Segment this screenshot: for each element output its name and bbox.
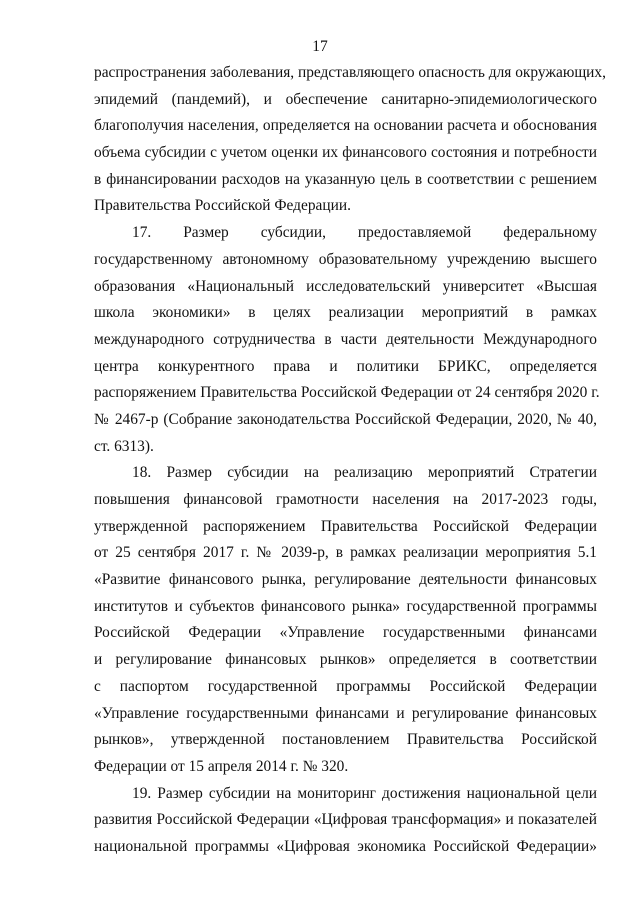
page-number: 17: [312, 38, 328, 55]
text-line: институтов и субъектов финансового рынка» государственной программы: [94, 597, 597, 615]
text-line: ст. 6313).: [94, 437, 154, 455]
text-line: образования «Национальный исследовательский университет «Высшая: [94, 277, 597, 295]
text-line: Федерации от 15 апреля 2014 г. № 320.: [94, 757, 349, 775]
text-line: эпидемий (пандемий), и обеспечение санитарно-эпидемиологического: [94, 90, 597, 108]
text-line: национальной программы «Цифровая экономика Российской Федерации»: [94, 837, 597, 855]
paragraph-17: [94, 220, 600, 460]
text-line: объема субсидии с учетом оценки их финансового состояния и потребности: [94, 144, 597, 162]
text-line: развития Российской Федерации «Цифровая трансформация» и показателей: [94, 811, 597, 829]
text-line: 18. Размер субсидии на реализацию мероприятий Стратегии: [132, 464, 597, 482]
text-line: распространения заболевания, представляющего опасность для окружающих,: [94, 64, 606, 81]
text-line: государственному автономному образовательному учреждению высшего: [94, 250, 597, 268]
text-line: «Управление государственными финансами и регулирование финансовых: [94, 704, 597, 722]
text-line: рынков», утвержденной постановлением Правительства Российской: [94, 731, 597, 749]
paragraph-19: [94, 781, 597, 861]
text-line: 17. Размер субсидии, предоставляемой федеральному: [132, 224, 597, 242]
document-body: [94, 60, 606, 861]
paragraph-18: [94, 460, 597, 780]
text-line: в финансировании расходов на указанную цель в соответствии с решением: [94, 170, 597, 188]
text-line: «Развитие финансового рынка, регулирование деятельности финансовых: [94, 571, 597, 589]
text-line: благополучия населения, определяется на основании расчета и обоснования: [94, 117, 597, 135]
paragraph-continued: [94, 60, 606, 220]
text-line: центра конкурентного права и политики БРИКС, определяется: [94, 357, 597, 375]
text-line: от 25 сентября 2017 г. № 2039-р, в рамках реализации мероприятия 5.1: [94, 544, 597, 562]
text-line: повышения финансовой грамотности населения на 2017-2023 годы,: [94, 491, 597, 508]
text-line: и регулирование финансовых рынков» определяется в соответствии: [94, 651, 597, 669]
text-line: Правительства Российской Федерации.: [94, 197, 351, 215]
text-line: Российской Федерации «Управление государственными финансами: [94, 624, 597, 642]
text-line: школа экономики» в целях реализации мероприятий в рамках: [94, 304, 597, 322]
text-line: утвержденной распоряжением Правительства Российской Федерации: [94, 517, 597, 535]
text-line: распоряжением Правительства Российской Федерации от 24 сентября 2020 г.: [94, 384, 600, 402]
text-line: 19. Размер субсидии на мониторинг достижения национальной цели: [132, 784, 597, 802]
text-line: международного сотрудничества в части деятельности Международного: [94, 330, 597, 348]
text-line: с паспортом государственной программы Российской Федерации: [94, 677, 597, 695]
text-line: № 2467-р (Собрание законодательства Российской Федерации, 2020, № 40,: [94, 410, 597, 428]
